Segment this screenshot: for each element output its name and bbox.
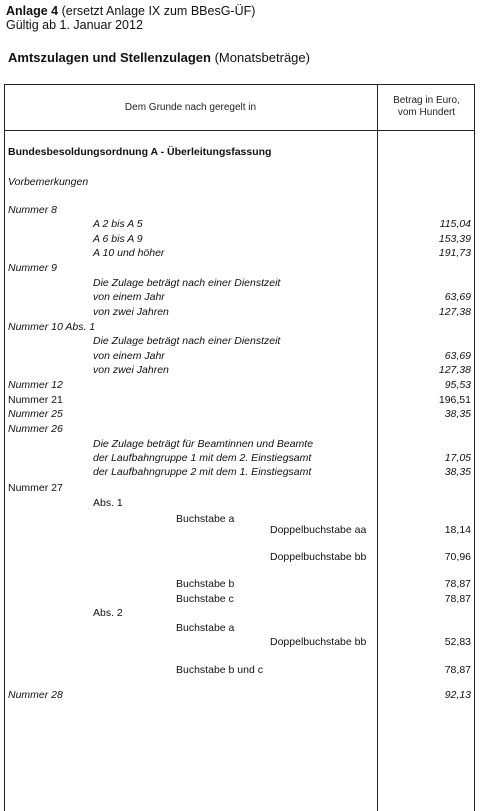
row-text: A 10 und höher: [93, 247, 165, 259]
row-value: 92,13: [444, 689, 471, 701]
subtitle-note: (Monatsbeträge): [214, 50, 310, 65]
row-value: 127,38: [438, 306, 471, 318]
row-value: 38,35: [444, 466, 471, 478]
row-text: Nummer 12: [8, 379, 63, 391]
row-text: A 6 bis A 9: [93, 233, 143, 245]
row-text: Nummer 9: [8, 262, 58, 274]
row-value: 78,87: [444, 593, 471, 605]
row-text: von zwei Jahren: [93, 364, 169, 376]
col-amount-header: [378, 95, 475, 119]
row-value: 127,38: [438, 364, 471, 376]
row-text: Nummer 26: [8, 423, 63, 435]
row-text: der Laufbahngruppe 1 mit dem 2. Einstiegsamt: [93, 452, 312, 464]
row-value: 38,35: [444, 408, 471, 420]
col-basis-header: Dem Grunde nach geregelt in: [124, 102, 257, 113]
row-value: 196,51: [438, 394, 471, 406]
row-value: 78,87: [444, 664, 471, 676]
row-text: Abs. 1: [93, 497, 123, 509]
section-title: Bundesbesoldungsordnung A - Überleitungsfassung: [8, 146, 272, 158]
row-value: 70,96: [444, 551, 471, 563]
row-text: Nummer 25: [8, 408, 63, 420]
row-text: der Laufbahngruppe 2 mit dem 1. Einstiegsamt: [93, 466, 312, 478]
row-value: 78,87: [444, 578, 471, 590]
row-text: Nummer 21: [8, 394, 63, 406]
valid-from: Gültig ab 1. Januar 2012: [6, 18, 143, 32]
row-value: 63,69: [444, 350, 471, 362]
row-text: Nummer 8: [8, 204, 58, 216]
col-amount-header-line1: Betrag in Euro,: [393, 95, 460, 106]
row-text: von zwei Jahren: [93, 306, 169, 318]
row-text: Doppelbuchstabe aa: [270, 524, 367, 536]
page-subtitle: [8, 50, 310, 65]
row-text: Vorbemerkungen: [8, 176, 89, 188]
row-value: 115,04: [439, 218, 471, 230]
row-value: 52,83: [444, 636, 471, 648]
anlage-line: [6, 4, 255, 18]
row-text: Die Zulage beträgt für Beamtinnen und Beamte: [93, 438, 314, 450]
row-text: Buchstabe c: [176, 593, 234, 605]
column-divider: [377, 84, 378, 811]
row-text: Abs. 2: [93, 607, 123, 619]
subtitle-main: Amtszulagen und Stellenzulagen: [8, 50, 211, 65]
anlage-note: (ersetzt Anlage IX zum BBesG-ÜF): [61, 4, 256, 18]
row-text: Buchstabe a: [176, 622, 235, 634]
row-text: von einem Jahr: [93, 350, 165, 362]
row-value: 18,14: [444, 524, 471, 536]
row-text: Doppelbuchstabe bb: [270, 636, 367, 648]
row-value: 191,73: [438, 247, 471, 259]
row-text: Buchstabe b: [176, 578, 235, 590]
row-text: Buchstabe a: [176, 513, 235, 525]
row-text: Nummer 28: [8, 689, 63, 701]
col-amount-header-line2: vom Hundert: [397, 107, 456, 118]
row-text: Buchstabe b und c: [176, 664, 263, 676]
row-text: Nummer 10 Abs. 1: [8, 321, 96, 333]
row-text: Die Zulage beträgt nach einer Dienstzeit: [93, 277, 281, 289]
row-value: 95,53: [444, 379, 471, 391]
row-text: von einem Jahr: [93, 291, 165, 303]
header-divider: [4, 130, 475, 131]
row-text: Die Zulage beträgt nach einer Dienstzeit: [93, 335, 281, 347]
row-text: Nummer 27: [8, 482, 63, 494]
anlage-label: Anlage 4: [6, 4, 59, 18]
row-value: 63,69: [444, 291, 471, 303]
row-value: 17,05: [444, 452, 471, 464]
row-text: Doppelbuchstabe bb: [270, 551, 367, 563]
row-text: A 2 bis A 5: [93, 218, 143, 230]
row-value: 153,39: [438, 233, 471, 245]
